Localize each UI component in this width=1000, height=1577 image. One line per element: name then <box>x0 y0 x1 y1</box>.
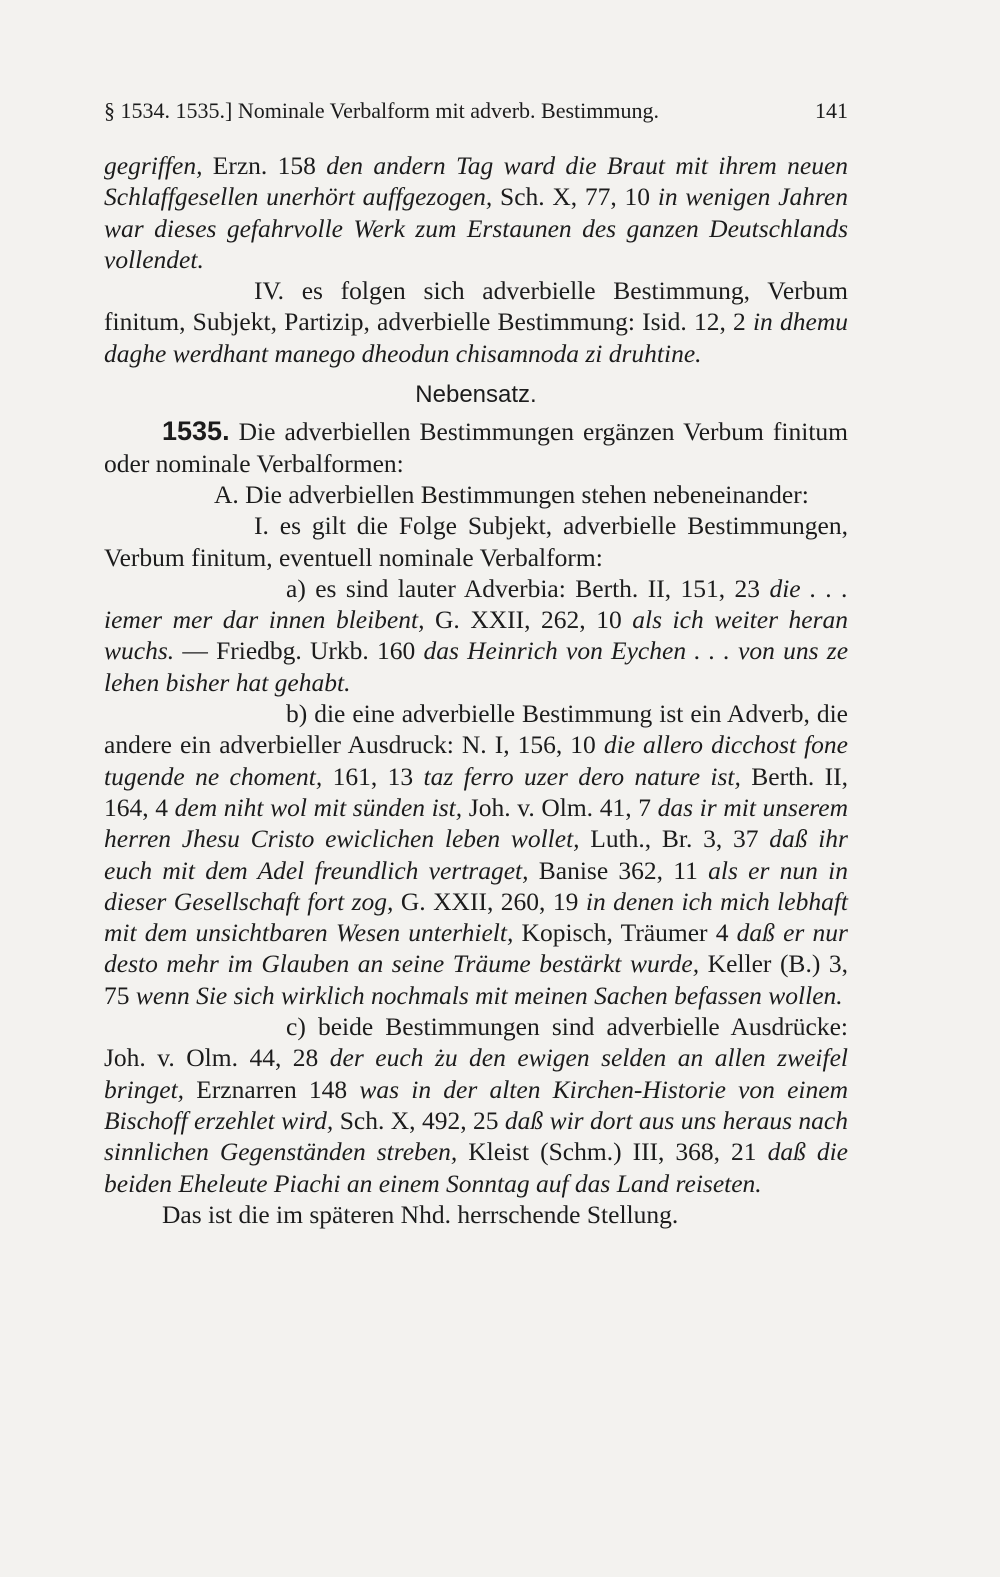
paragraph-number: 1535. <box>162 416 230 447</box>
paragraph-a-sub: a) es sind lauter Adverbia: Berth. II, 151, 23 die . . . iemer mer dar innen bleibent, G. XXII, 262, 10 als ich weiter heran wuchs. — Friedbg. Urkb. 160 das Heinrich von Eychen . . . von uns ze lehen bisher hat gehabt. <box>104 573 849 697</box>
paragraph-b-sub: b) die eine adverbielle Bestimmung ist ein Adverb, die andere ein adverbieller Ausdruck: N. I, 156, 10 die allero dicchost fone tugende ne choment, 161, 13 taz ferro uzer dero nature ist, Berth. II, 164, 4 dem niht wol mit sünden ist, Joh. v. Olm. 41, 7 das ir mit unserem herren Jhesu Cristo ewiclichen leben wollet, Luth., Br. 3, 37 daß ihr euch mit dem Adel freundlich vertraget, Banise 362, 11 als er nun in dieser Gesellschaft fort zog, G. XXII, 260, 19 in denen ich mich lebhaft mit dem unsichtbaren Wesen unterhielt, Kopisch, Träumer 4 daß er nur desto mehr im Glauben an seine Träume bestärkt wurde, Keller (B.) 3, 75 wenn Sie sich wirklich nochmals mit meinen Sachen befassen wollen. <box>104 699 849 1010</box>
page-number: 141 <box>815 98 848 123</box>
running-header-title: § 1534. 1535.] Nominale Verbalform mit adverb. Bestimmung. <box>104 98 660 123</box>
paragraph-i: I. es gilt die Folge Subjekt, adverbielle Bestimmungen, Verbum finitum, eventuell nominale Verbalform: <box>104 511 848 572</box>
body-text <box>104 150 848 1230</box>
paragraph-1535: 1535. Die adverbiellen Bestimmungen ergänzen Verbum finitum oder nominale Verbalformen: <box>104 416 848 478</box>
running-header <box>104 94 848 128</box>
paragraph-closing: Das ist die im späteren Nhd. herrschende Stellung. <box>162 1199 679 1229</box>
paragraph-c-sub: c) beide Bestimmungen sind adverbielle Ausdrücke: Joh. v. Olm. 44, 28 der euch żu den ewigen selden an allen zweifel bringet, Erznarren 148 was in der alten Kirchen-Historie von einem Bischoff erzehlet wird, Sch. X, 492, 25 daß wir dort aus uns heraus nach sinnlichen Gegenständen streben, Kleist (Schm.) III, 368, 21 daß die beiden Eheleute Piachi an einem Sonntag auf das Land reiseten. <box>104 1012 848 1198</box>
paragraph-continuation: gegriffen, Erzn. 158 den andern Tag ward die Braut mit ihrem neuen Schlaffgesellen unerhört auffgezogen, Sch. X, 77, 10 in wenigen Jahren war dieses gefahrvolle Werk zum Erstaunen des ganzen Deutschlands vollendet. <box>104 151 849 274</box>
paragraph-iv: IV. es folgen sich adverbielle Bestimmung, Verbum finitum, Subjekt, Partizip, adverbielle Bestimmung: Isid. 12, 2 in dhemu daghe werdhant manego dheodun chisamnoda zi druhtine. <box>104 276 848 368</box>
section-heading: Nebensatz. <box>415 381 537 409</box>
paragraph-a: A. Die adverbiellen Bestimmungen stehen nebeneinander: <box>214 479 809 509</box>
